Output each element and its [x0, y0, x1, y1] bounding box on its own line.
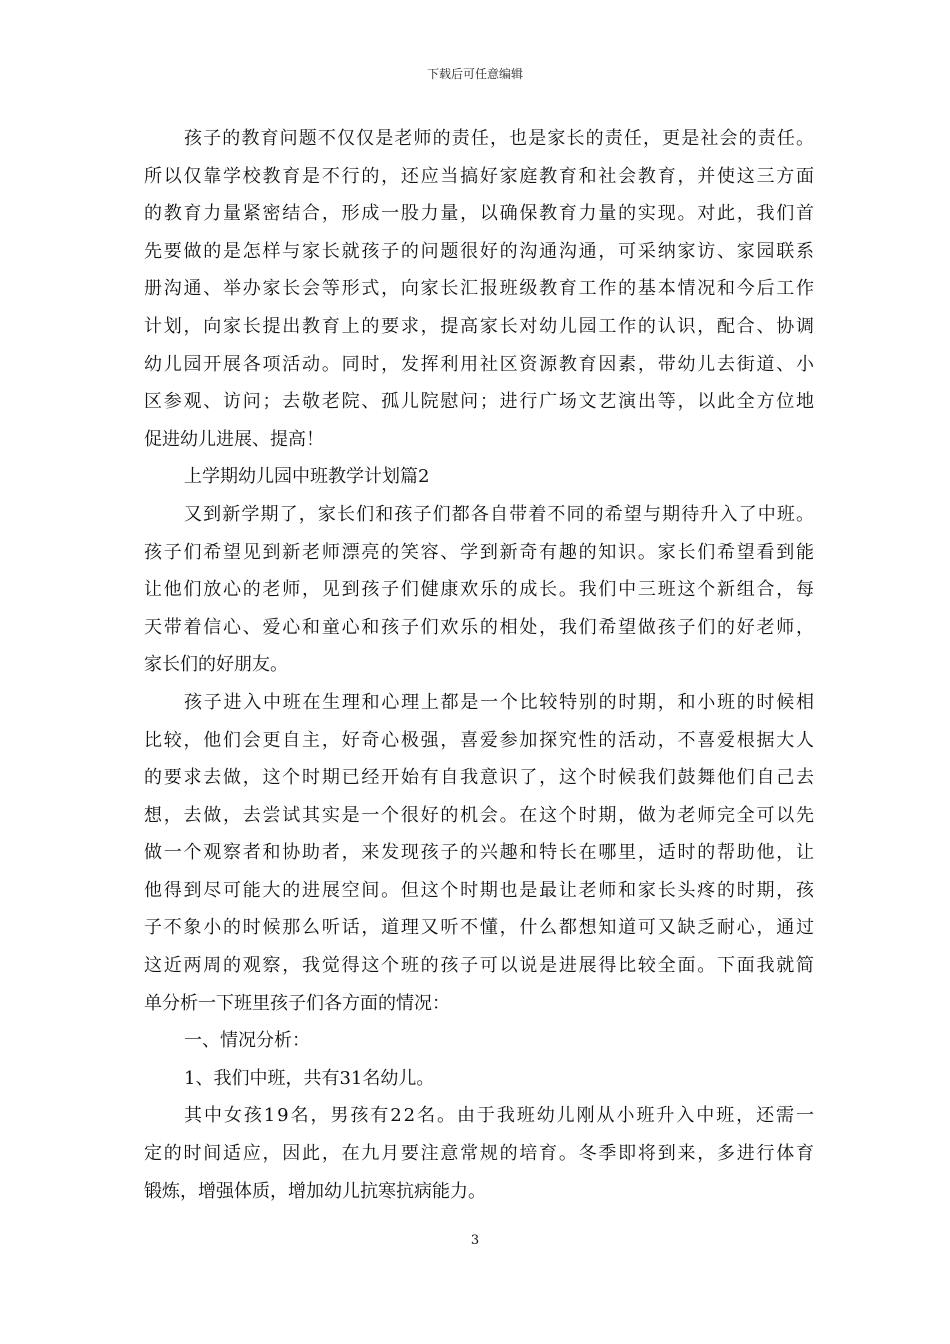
- text-line: 先要做的是怎样与家长就孩子的问题很好的沟通沟通，可采纳家访、家园联系: [144, 240, 816, 262]
- text-line: 子不象小的时候那么听话，道理又听不懂，什么都想知道可又缺乏耐心，通过: [144, 917, 816, 939]
- text-line: 上学期幼儿园中班教学计划篇2: [184, 466, 430, 488]
- text-line: 的教育力量紧密结合，形成一股力量，以确保教育力量的实现。对此，我们首: [144, 203, 816, 225]
- text-line: 单分析一下班里孩子们各方面的情况：: [144, 992, 450, 1014]
- text-line: 的要求去做，这个时期已经开始有自我意识了，这个时候我们鼓舞他们自己去: [144, 767, 816, 789]
- text-line: 计划，向家长提出教育上的要求，提高家长对幼儿园工作的认识，配合、协调: [144, 315, 816, 337]
- text-line: 1、我们中班，共有31名幼儿。: [184, 1067, 435, 1089]
- text-line: 天带着信心、爱心和童心和孩子们欢乐的相处，我们希望做孩子们的好老师，: [144, 616, 816, 638]
- text-line: 所以仅靠学校教育是不行的，还应当搞好家庭教育和社会教育，并使这三方面: [144, 165, 816, 187]
- text-line: 其中女孩19名，男孩有22名。由于我班幼儿刚从小班升入中班，还需一: [184, 1105, 816, 1127]
- text-line: 促进幼儿进展、提高！: [144, 428, 324, 450]
- text-line: 幼儿园开展各项活动。同时，发挥利用社区资源教育因素，带幼儿去街道、小: [144, 353, 816, 375]
- text-line: 一、情况分析：: [184, 1030, 310, 1052]
- text-line: 锻炼，增强体质，增加幼儿抗寒抗病能力。: [144, 1180, 486, 1202]
- text-line: 册沟通、举办家长会等形式，向家长汇报班级教育工作的基本情况和今后工作: [144, 278, 816, 300]
- text-line: 又到新学期了，家长们和孩子们都各自带着不同的希望与期待升入了中班。: [184, 503, 816, 525]
- text-line: 这近两周的观察，我觉得这个班的孩子可以说是进展得比较全面。下面我就简: [144, 955, 816, 977]
- text-line: 孩子的教育问题不仅仅是老师的责任，也是家长的责任，更是社会的责任。: [184, 128, 816, 149]
- text-line: 让他们放心的老师，见到孩子们健康欢乐的成长。我们中三班这个新组合，每: [144, 579, 816, 601]
- text-line: 定的时间适应，因此，在九月要注意常规的培育。冬季即将到来，多进行体育: [144, 1143, 816, 1165]
- text-line: 想，去做，去尝试其实是一个很好的机会。在这个时期，做为老师完全可以先: [144, 804, 816, 826]
- text-line: 孩子进入中班在生理和心理上都是一个比较特别的时期，和小班的时候相: [184, 691, 816, 713]
- document-body: [144, 120, 814, 1210]
- page-header: 下载后可任意编辑: [426, 67, 523, 81]
- text-line: 他得到尽可能大的进展空间。但这个时期也是最让老师和家长头疼的时期，孩: [144, 879, 816, 901]
- page-number: 3: [470, 1233, 480, 1248]
- text-line: 孩子们希望见到新老师漂亮的笑容、学到新奇有趣的知识。家长们希望看到能: [144, 541, 816, 563]
- text-line: 家长们的好朋友。: [144, 654, 288, 676]
- text-line: 比较，他们会更自主，好奇心极强，喜爱参加探究性的活动，不喜爱根据大人: [144, 729, 816, 751]
- text-line: 做一个观察者和协助者，来发现孩子的兴趣和特长在哪里，适时的帮助他，让: [144, 842, 816, 864]
- text-line: 区参观、访问；去敬老院、孤儿院慰问；进行广场文艺演出等，以此全方位地: [144, 391, 816, 413]
